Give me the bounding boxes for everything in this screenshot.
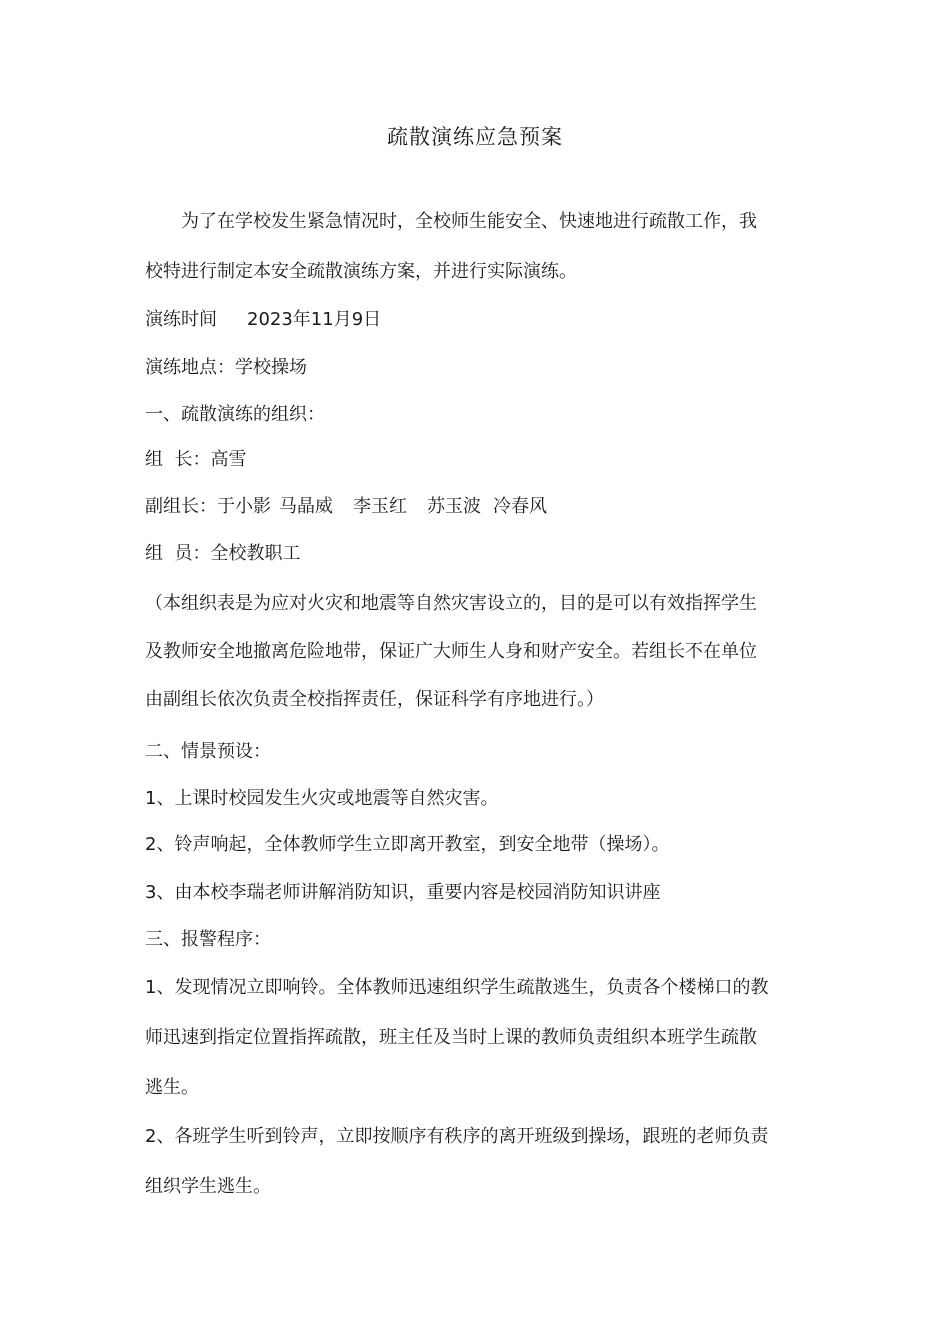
drill-time — [145, 306, 807, 334]
intro-line-2: 校特进行制定本安全疏散演练方案，并进行实际演练。 — [145, 261, 577, 282]
organization-note — [145, 590, 807, 714]
deputy-leaders — [145, 493, 807, 521]
alarm-item-2 — [145, 1123, 807, 1201]
group-members: 组 员：全校教职工 — [145, 543, 301, 564]
deputy-name: 马晶威 — [279, 496, 333, 517]
alarm-item-1-line-1: 1、发现情况立即响铃。全体教师迅速组织学生疏散逃生，负责各个楼梯口的教 — [145, 977, 769, 998]
drill-location: 演练地点：学校操场 — [145, 357, 307, 378]
note-line-2: 及教师安全地撤离危险地带，保证广大师生人身和财产安全。若组长不在单位 — [145, 641, 757, 662]
deputy-name: 李玉红 — [353, 496, 407, 517]
intro-line-1: 为了在学校发生紧急情况时，全校师生能安全、快速地进行疏散工作，我 — [181, 211, 757, 232]
group-leader: 组 长：高雪 — [145, 449, 247, 470]
alarm-item-2-line-1: 2、各班学生听到铃声，立即按顺序有秩序的离开班级到操场，跟班的老师负责 — [145, 1126, 769, 1147]
scenario-item-1: 1、上课时校园发生火灾或地震等自然灾害。 — [145, 788, 499, 809]
note-line-3: 由副组长依次负责全校指挥责任，保证科学有序地进行。） — [145, 689, 604, 710]
section3-heading: 三、报警程序： — [145, 929, 271, 950]
deputy-name: 苏玉波 — [427, 496, 481, 517]
section1-heading: 一、疏散演练的组织： — [145, 404, 325, 425]
scenario-item-3: 3、由本校李瑞老师讲解消防知识，重要内容是校园消防知识讲座 — [145, 882, 661, 903]
deputy-label: 副组长： — [145, 496, 217, 517]
drill-time-label: 演练时间 — [145, 309, 217, 330]
deputy-name: 冷春风 — [493, 496, 547, 517]
alarm-item-1 — [145, 974, 807, 1102]
deputy-name: 于小影 — [217, 496, 271, 517]
document-title: 疏散演练应急预案 — [387, 125, 563, 149]
intro-paragraph — [145, 208, 807, 286]
drill-time-value: 2023年11月9日 — [247, 309, 382, 330]
alarm-item-1-line-3: 逃生。 — [145, 1077, 199, 1098]
section2-heading: 二、情景预设： — [145, 741, 271, 762]
alarm-item-2-line-2: 组织学生逃生。 — [145, 1176, 271, 1197]
scenario-item-2: 2、铃声响起，全体教师学生立即离开教室，到安全地带（操场）。 — [145, 834, 670, 855]
alarm-item-1-line-2: 师迅速到指定位置指挥疏散，班主任及当时上课的教师负责组织本班学生疏散 — [145, 1027, 757, 1048]
note-line-1: （本组织表是为应对火灾和地震等自然灾害设立的，目的是可以有效指挥学生 — [145, 593, 757, 614]
